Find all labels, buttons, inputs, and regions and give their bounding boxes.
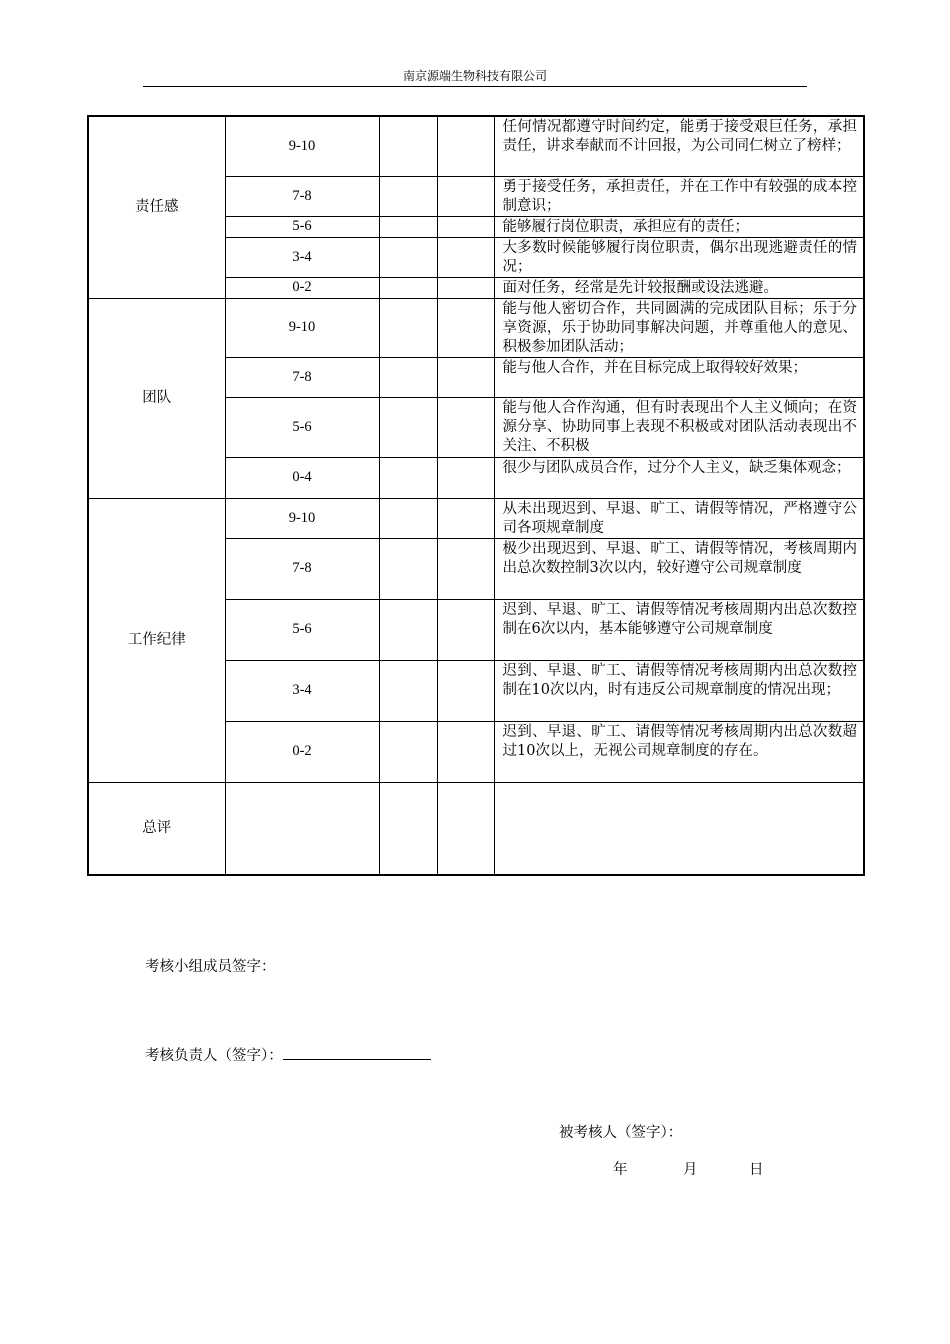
score-range: 7-8 [225, 538, 379, 599]
score-range: 3-4 [225, 660, 379, 721]
score-input-cell[interactable] [379, 357, 437, 397]
criteria-description: 能够履行岗位职责，承担应有的责任； [494, 216, 864, 237]
score-range: 5-6 [225, 216, 379, 237]
score-range: 9-10 [225, 298, 379, 357]
summary-input-cell[interactable] [437, 782, 494, 875]
criteria-description: 很少与团队成员合作，过分个人主义，缺乏集体观念； [494, 457, 864, 498]
score-input-cell[interactable] [437, 277, 494, 298]
score-input-cell[interactable] [437, 237, 494, 277]
score-input-cell[interactable] [379, 397, 437, 457]
score-range: 3-4 [225, 237, 379, 277]
score-range: 7-8 [225, 357, 379, 397]
score-input-cell[interactable] [437, 498, 494, 538]
score-range: 0-2 [225, 721, 379, 782]
summary-row [88, 782, 864, 875]
score-input-cell[interactable] [379, 298, 437, 357]
score-input-cell[interactable] [437, 721, 494, 782]
summary-input-cell[interactable] [225, 782, 379, 875]
criteria-description: 能与他人合作沟通，但有时表现出个人主义倾向；在资源分享、协助同事上表现不积极或对团队活动表现出不关注、不积极 [494, 397, 864, 457]
score-range: 7-8 [225, 176, 379, 216]
criteria-description: 迟到、早退、旷工、请假等情况考核周期内出总次数控制在6次以内，基本能够遵守公司规章制度 [494, 599, 864, 660]
table-row [88, 298, 864, 357]
criteria-description: 能与他人合作，并在目标完成上取得较好效果； [494, 357, 864, 397]
score-range: 5-6 [225, 397, 379, 457]
score-input-cell[interactable] [437, 176, 494, 216]
table-row [88, 116, 864, 176]
score-input-cell[interactable] [379, 538, 437, 599]
score-input-cell[interactable] [437, 357, 494, 397]
score-input-cell[interactable] [379, 457, 437, 498]
table-row [88, 498, 864, 538]
criteria-description: 面对任务，经常是先计较报酬或设法逃避。 [494, 277, 864, 298]
category-cell: 工作纪律 [88, 498, 225, 782]
score-range: 5-6 [225, 599, 379, 660]
score-input-cell[interactable] [437, 298, 494, 357]
summary-label: 总评 [88, 782, 225, 875]
date-line [613, 1158, 764, 1179]
criteria-description: 能与他人密切合作，共同圆满的完成团队目标；乐于分享资源，乐于协助同事解决问题，并尊重他人的意见、积极参加团队活动； [494, 298, 864, 357]
score-input-cell[interactable] [437, 538, 494, 599]
score-input-cell[interactable] [437, 397, 494, 457]
date-day: 日 [749, 1162, 764, 1178]
company-name: 南京源端生物科技有限公司 [402, 69, 547, 83]
assessee-label: 被考核人（签字）： [559, 1125, 683, 1141]
score-input-cell[interactable] [379, 660, 437, 721]
assessee-signature [559, 1121, 682, 1142]
date-year: 年 [613, 1162, 628, 1178]
criteria-description: 从未出现迟到、早退、旷工、请假等情况，严格遵守公司各项规章制度 [494, 498, 864, 538]
score-input-cell[interactable] [379, 599, 437, 660]
criteria-description: 迟到、早退、旷工、请假等情况考核周期内出总次数控制在10次以内，时有违反公司规章制度的情况出现； [494, 660, 864, 721]
summary-input-cell[interactable] [379, 782, 437, 875]
criteria-description: 任何情况都遵守时间约定，能勇于接受艰巨任务，承担责任，讲求奉献而不计回报，为公司同仁树立了榜样； [494, 116, 864, 176]
leader-label: 考核负责人（签字）： [145, 1048, 283, 1064]
criteria-description: 迟到、早退、旷工、请假等情况考核周期内出总次数超过10次以上，无视公司规章制度的存在。 [494, 721, 864, 782]
score-range: 9-10 [225, 116, 379, 176]
leader-signature [145, 1044, 431, 1065]
date-month: 月 [683, 1162, 698, 1178]
score-range: 0-4 [225, 457, 379, 498]
criteria-description: 大多数时候能够履行岗位职责，偶尔出现逃避责任的情况； [494, 237, 864, 277]
score-input-cell[interactable] [379, 721, 437, 782]
score-input-cell[interactable] [437, 599, 494, 660]
document-header [143, 68, 807, 87]
score-input-cell[interactable] [379, 498, 437, 538]
score-input-cell[interactable] [379, 216, 437, 237]
score-input-cell[interactable] [437, 116, 494, 176]
team-members-signature [145, 955, 276, 976]
score-input-cell[interactable] [379, 237, 437, 277]
score-input-cell[interactable] [437, 216, 494, 237]
category-cell: 团队 [88, 298, 225, 498]
score-input-cell[interactable] [379, 176, 437, 216]
score-range: 9-10 [225, 498, 379, 538]
score-input-cell[interactable] [437, 457, 494, 498]
evaluation-table [87, 115, 865, 876]
score-input-cell[interactable] [437, 660, 494, 721]
summary-comment-cell[interactable] [494, 782, 864, 875]
score-input-cell[interactable] [379, 116, 437, 176]
score-input-cell[interactable] [379, 277, 437, 298]
score-range: 0-2 [225, 277, 379, 298]
leader-signature-line[interactable] [283, 1045, 431, 1060]
criteria-description: 极少出现迟到、早退、旷工、请假等情况，考核周期内出总次数控制3次以内，较好遵守公司规章制度 [494, 538, 864, 599]
category-cell: 责任感 [88, 116, 225, 298]
criteria-description: 勇于接受任务，承担责任，并在工作中有较强的成本控制意识； [494, 176, 864, 216]
team-members-label: 考核小组成员签字： [145, 959, 276, 975]
